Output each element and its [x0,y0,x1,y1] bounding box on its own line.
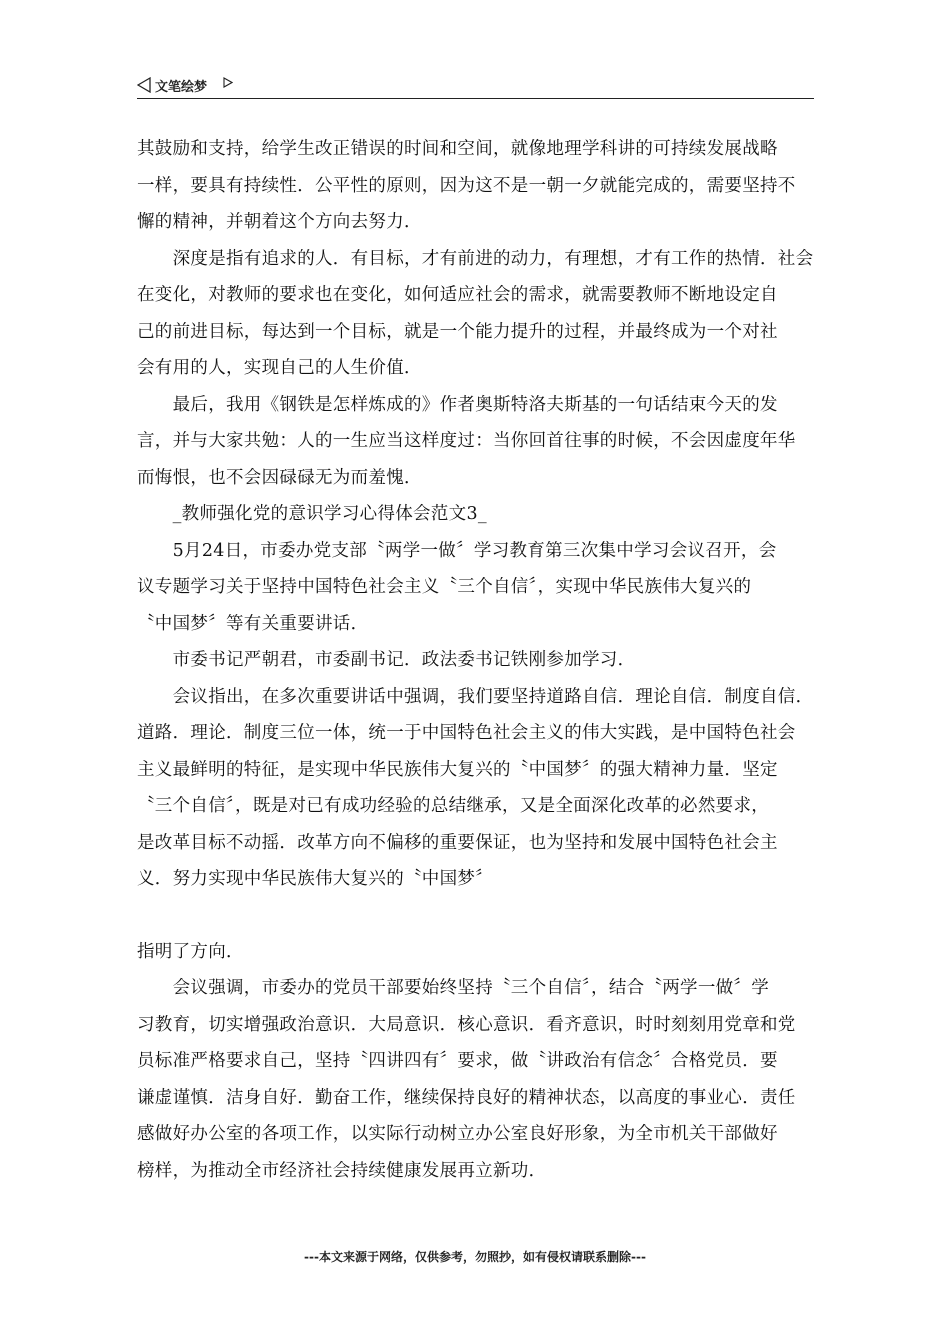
text-line: 而悔恨，也不会因碌碌无为而羞愧． [137,467,422,488]
page-footer: ---本文来源于网络，仅供参考，勿照抄，如有侵权请联系删除--- [304,1250,646,1264]
text-line: 习教育，切实增强政治意识．大局意识．核心意识．看齐意识，时时刻刻用党章和党 [137,1014,796,1035]
text-line: 〝中国梦〞等有关重要讲话． [137,613,369,634]
text-line: 员标准严格要求自己，坚持〝四讲四有〞要求，做〝讲政治有信念〞合格党员．要 [137,1051,778,1071]
text-line: 是改革目标不动摇．改革方向不偏移的重要保证，也为坚持和发展中国特色社会主 [137,832,778,853]
text-line: 懈的精神，并朝着这个方向去努力． [137,212,422,232]
brand-name: 文笔绘梦 [155,80,208,95]
text-block-1 [137,131,817,898]
text-line: 5月24日，市委办党支部〝两学一做〞学习教育第三次集中学习会议召开，会 [137,540,777,561]
text-line: 会有用的人，实现自己的人生价值． [137,358,422,378]
text-line: 榜样，为推动全市经济社会持续健康发展再立新功． [137,1160,547,1181]
text-line: 指明了方向． [137,941,244,962]
text-line: 会议强调，市委办的党员干部要始终坚持〝三个自信〞，结合〝两学一做〞学 [137,978,770,998]
triangle-left-icon [137,77,151,93]
text-line: 主义最鲜明的特征，是实现中华民族伟大复兴的〝中国梦〞的强大精神力量．坚定 [137,759,778,780]
text-line: 感做好办公室的各项工作，以实际行动树立办公室良好形象，为全市机关干部做好 [137,1124,778,1144]
text-line: 议专题学习关于坚持中国特色社会主义〝三个自信〞，实现中华民族伟大复兴的 [137,577,752,597]
text-line: 会议指出，在多次重要讲话中强调，我们要坚持道路自信．理论自信．制度自信． [137,686,814,707]
text-line: 深度是指有追求的人．有目标，才有前进的动力，有理想，才有工作的热情．社会 [137,248,814,269]
text-line: _教师强化党的意识学习心得体会范文3_ [137,504,487,524]
text-line: 谦虚谨慎．洁身自好．勤奋工作，继续保持良好的精神状态，以高度的事业心．责任 [137,1087,796,1108]
text-line: 言，并与大家共勉：人的一生应当这样度过：当你回首往事的时候，不会因虚度年华 [137,431,796,451]
text-line: 义．努力实现中华民族伟大复兴的〝中国梦〞 [137,869,493,889]
paragraph-gap [137,898,817,934]
triangle-right-icon [223,77,233,88]
text-line: 在变化，对教师的要求也在变化，如何适应社会的需求，就需要教师不断地设定自 [137,285,778,305]
text-block-2 [137,934,817,1190]
text-line: 己的前进目标，每达到一个目标，就是一个能力提升的过程，并最终成为一个对社 [137,321,778,342]
page-header [137,74,814,99]
text-line: 〝三个自信〞，既是对已有成功经验的总结继承，又是全面深化改革的必然要求， [137,796,770,816]
text-line: 最后，我用《钢铁是怎样炼成的》作者奥斯特洛夫斯基的一句话结束今天的发 [137,394,778,415]
text-line: 一样，要具有持续性．公平性的原则，因为这不是一朝一夕就能完成的，需要坚持不 [137,175,796,196]
document-body [137,131,817,1189]
text-line: 道路．理论．制度三位一体，统一于中国特色社会主义的伟大实践，是中国特色社会 [137,723,796,743]
text-line: 其鼓励和支持，给学生改正错误的时间和空间，就像地理学科讲的可持续发展战略 [137,139,778,159]
text-line: 市委书记严朝君，市委副书记．政法委书记铁刚参加学习． [137,650,636,670]
